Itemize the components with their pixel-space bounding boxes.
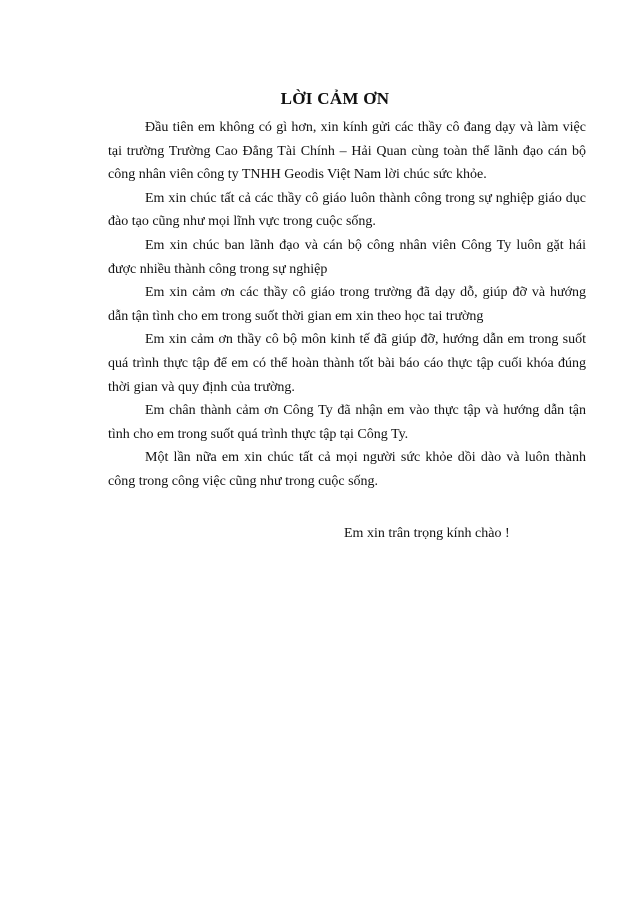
paragraph-4: Em xin cảm ơn các thầy cô giáo trong trường đã dạy dỗ, giúp đỡ và hướng dẫn tận tình cho em trong suốt thời gian em xin theo học tai trường [108, 285, 586, 324]
paragraph-7: Một lần nữa em xin chúc tất cả mọi người sức khỏe dồi dào và luôn thành công trong công việc cũng như trong cuộc sống. [108, 450, 586, 489]
paragraph-2: Em xin chúc tất cả các thầy cô giáo luôn thành công trong sự nghiệp giáo dục đào tạo cũng như mọi lĩnh vực trong cuộc sống. [108, 190, 586, 230]
paragraph-3: Em xin chúc ban lãnh đạo và cán bộ công nhân viên Công Ty luôn gặt hái được nhiều thành công trong sự nghiệp [108, 237, 586, 277]
page-title: LỜI CẢM ƠN [280, 89, 390, 108]
paragraph-5: Em xin cảm ơn thầy cô bộ môn kinh tế đã giúp đỡ, hướng dẫn em trong suốt quá trình thực tập để em có thể hoàn thành tốt bài báo cáo thực tập cuối khóa đúng thời gian và quy định của trường. [108, 332, 586, 395]
body-text [108, 116, 586, 494]
paragraph-6: Em chân thành cảm ơn Công Ty đã nhận em vào thực tập và hướng dẫn tận tình cho em trong suốt quá trình thực tập tại Công Ty. [108, 403, 586, 442]
closing-line: Em xin trân trọng kính chào ! [344, 526, 510, 541]
paragraph-1: Đầu tiên em không có gì hơn, xin kính gửi các thầy cô đang dạy và làm việc tại trường Trường Cao Đẳng Tài Chính – Hải Quan cùng toàn thể lãnh đạo cán bộ công nhân viên công ty TNHH Geodis Việt Nam lời chúc sức khỏe. [108, 120, 586, 183]
